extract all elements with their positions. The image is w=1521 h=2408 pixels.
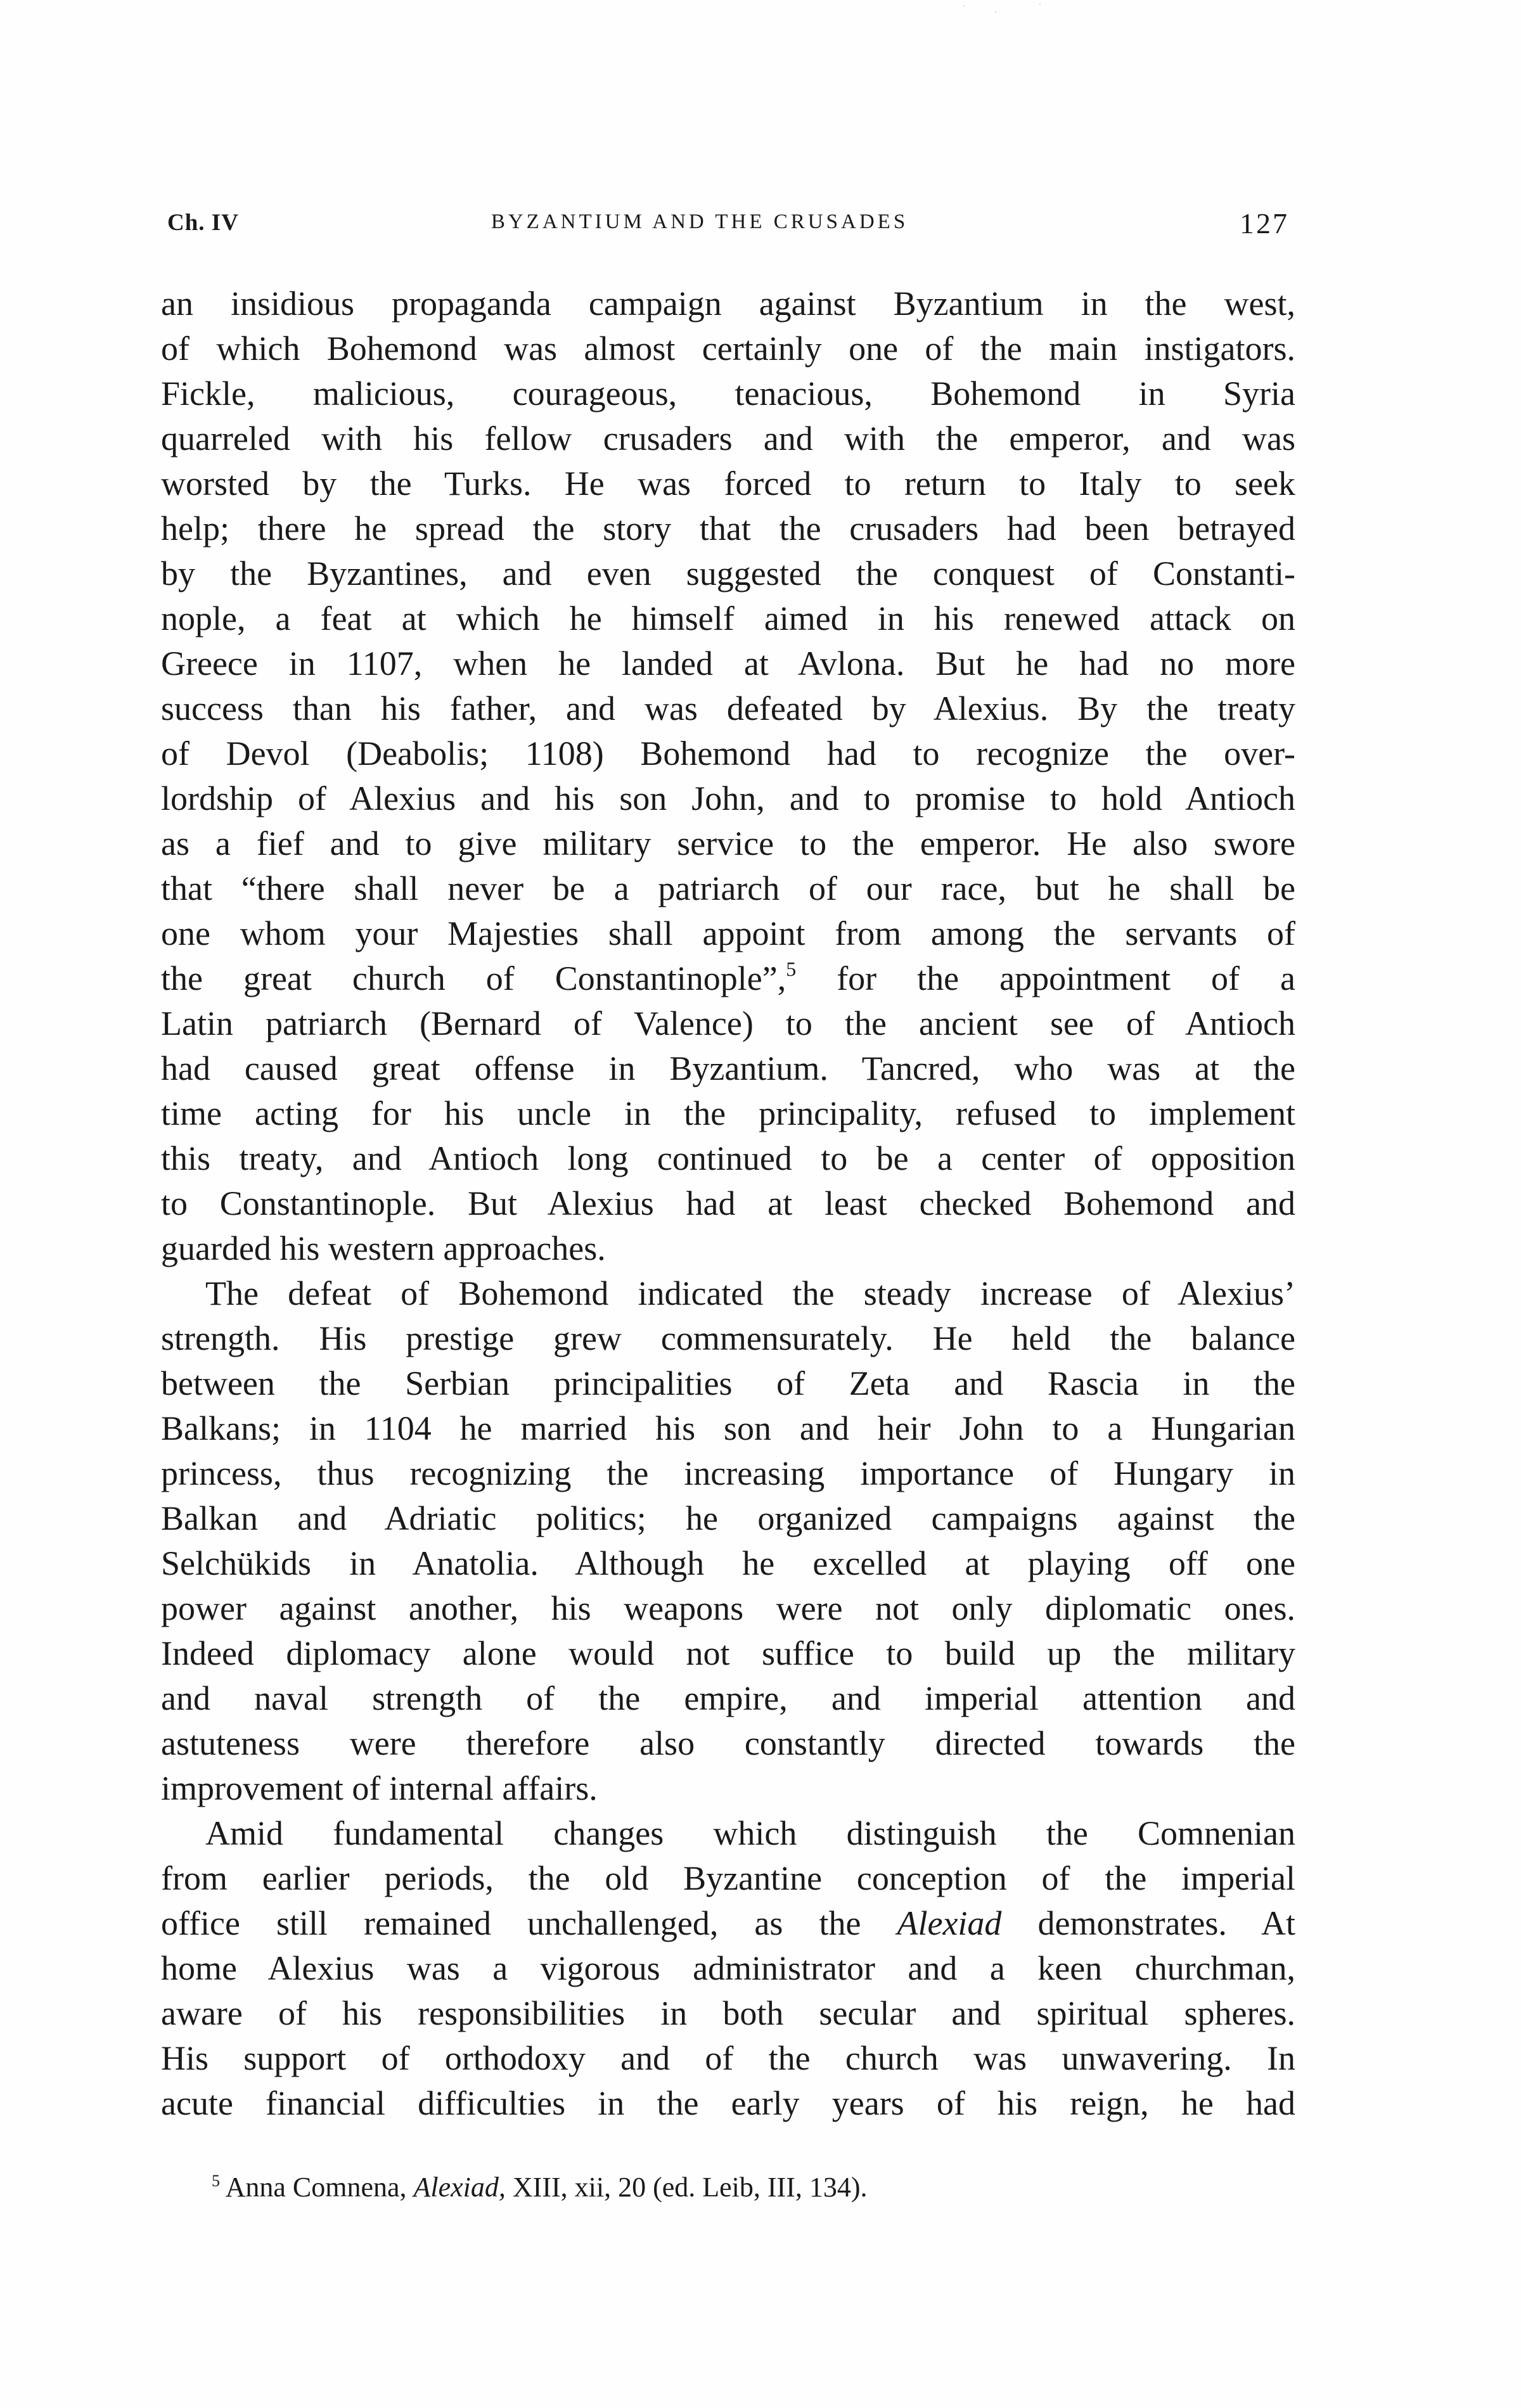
text-line: Selchükids in Anatolia. Although he excelled at playing off one [161, 1544, 1295, 1582]
text-line: Indeed diplomacy alone would not suffice to build up the military [161, 1634, 1295, 1672]
footnote [212, 2170, 1289, 2205]
running-title: BYZANTIUM AND THE CRUSADES [491, 210, 909, 233]
text-line: worsted by the Turks. He was forced to return to Italy to seek [161, 464, 1295, 503]
footnote-reference-text: XIII, xii, 20 (ed. Leib, III, 134). [512, 2172, 868, 2203]
text-line: aware of his responsibilities in both secular and spiritual spheres. [161, 1994, 1295, 2032]
text-line: of Devol (Deabolis; 1108) Bohemond had to recognize the over- [161, 734, 1295, 772]
text-line: quarreled with his fellow crusaders and with the emperor, and was [161, 419, 1295, 458]
text-line: success than his father, and was defeated by Alexius. By the treaty [161, 689, 1295, 727]
body-text [161, 281, 1295, 2126]
text-line: had caused great offense in Byzantium. Tancred, who was at the [161, 1049, 1295, 1087]
text-line: home Alexius was a vigorous administrator and a keen churchman, [161, 1949, 1295, 1987]
text-line: Balkan and Adriatic politics; he organized campaigns against the [161, 1499, 1295, 1537]
text-line: astuteness were therefore also constantly directed towards the [161, 1724, 1295, 1762]
text-line: that “there shall never be a patriarch of our race, but he shall be [161, 869, 1295, 907]
footnote-reference[interactable]: 5 [786, 957, 797, 980]
paragraph-first-line: Amid fundamental changes which distinguish the Comnenian [205, 1814, 1295, 1852]
footnote-marker: 5 [212, 2172, 220, 2190]
text-line: Greece in 1107, when he landed at Avlona. But he had no more [161, 644, 1295, 682]
text-line: to Constantinople. But Alexius had at least checked Bohemond and [161, 1184, 1295, 1222]
text-line: between the Serbian principalities of Zeta and Rascia in the [161, 1364, 1295, 1402]
paper-speck [995, 11, 996, 13]
footnote-work: Alexiad, [413, 2172, 506, 2203]
text-line: by the Byzantines, and even suggested the conquest of Constanti- [161, 554, 1295, 592]
text-line: Balkans; in 1104 he married his son and heir John to a Hungarian [161, 1409, 1295, 1447]
paragraph-first-line: The defeat of Bohemond indicated the steady increase of Alexius’ [205, 1274, 1295, 1312]
text-line: as a fief and to give military service to the emperor. He also swore [161, 824, 1295, 862]
text-line: of which Bohemond was almost certainly one of the main instigators. [161, 330, 1295, 368]
running-head [167, 209, 1289, 247]
text-line: an insidious propaganda campaign against Byzantium in the west, [161, 285, 1295, 323]
text-line: Latin patriarch (Bernard of Valence) to the ancient see of Antioch [161, 1004, 1295, 1042]
page-number: 127 [1240, 207, 1289, 240]
text-line: this treaty, and Antioch long continued to be a center of opposition [161, 1139, 1295, 1177]
paper-speck [1039, 4, 1041, 5]
text-line: power against another, his weapons were not only diplomatic ones. [161, 1589, 1295, 1627]
text-line: the great church of Constantinople”,$^5$ for the appointment of a [161, 957, 1295, 997]
text-line: acute financial difficulties in the early years of his reign, he had [161, 2084, 1295, 2122]
text-line: help; there he spread the story that the crusaders had been betrayed [161, 509, 1295, 548]
text-line: time acting for his uncle in the principality, refused to implement [161, 1094, 1295, 1132]
text-line: His support of orthodoxy and of the church was unwavering. In [161, 2039, 1295, 2077]
text-line: lordship of Alexius and his son John, and to promise to hold Antioch [161, 779, 1295, 817]
text-line: one whom your Majesties shall appoint from among the servants of [161, 914, 1295, 952]
text-line: office still remained unchallenged, as the Alexiad demonstrates. At [161, 1904, 1295, 1942]
text-line: strength. His prestige grew commensurately. He held the balance [161, 1319, 1295, 1357]
text-line: guarded his western approaches. [161, 1229, 606, 1267]
text-line: improvement of internal affairs. [161, 1769, 598, 1807]
text-line: Fickle, malicious, courageous, tenacious, Bohemond in Syria [161, 375, 1295, 413]
italic-title: Alexiad [897, 1904, 1002, 1942]
text-line: and naval strength of the empire, and imperial attention and [161, 1679, 1295, 1717]
text-line: princess, thus recognizing the increasing importance of Hungary in [161, 1454, 1295, 1492]
text-line: nople, a feat at which he himself aimed in his renewed attack on [161, 599, 1295, 637]
text-line: from earlier periods, the old Byzantine conception of the imperial [161, 1859, 1295, 1897]
chapter-label: Ch. IV [167, 210, 239, 236]
paper-speck [963, 5, 965, 6]
footnote-author: Anna Comnena, [225, 2172, 407, 2203]
